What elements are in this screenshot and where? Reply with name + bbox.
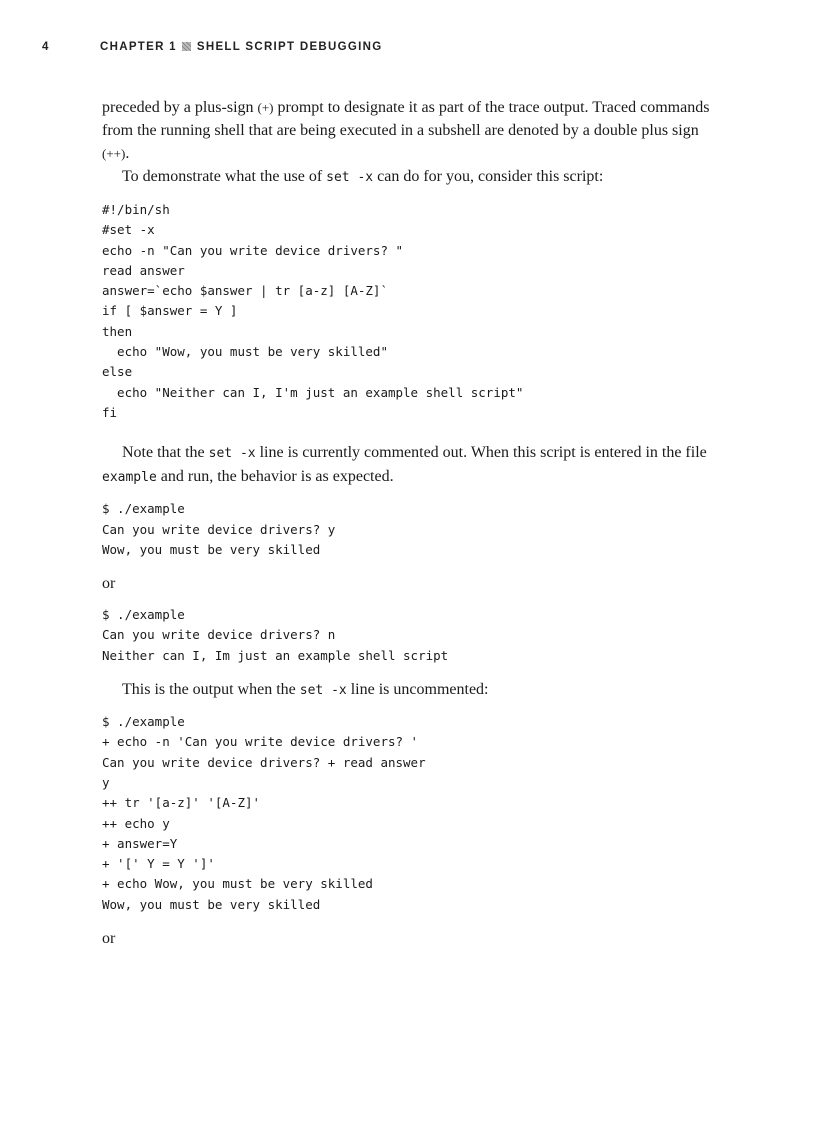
code-line: + '[' Y = Y ']' — [102, 856, 215, 872]
demo-text-1: To demonstrate what the use of — [122, 168, 327, 185]
code-line: echo "Wow, you must be very skilled" — [102, 344, 388, 360]
or-connector-2: or — [102, 930, 116, 948]
demo-paragraph — [102, 165, 722, 189]
code-line: read answer — [102, 262, 185, 278]
code-line: ++ tr '[a-z]' '[A-Z]' — [102, 795, 261, 811]
note-text-2: line is currently commented out. When this script is entered in the file — [255, 444, 707, 462]
code-line: Can you write device drivers? + read answer — [102, 754, 426, 770]
chapter-title: SHELL SCRIPT DEBUGGING — [196, 41, 383, 53]
code-line: Wow, you must be very skilled — [102, 896, 321, 912]
run-output-no — [102, 605, 722, 666]
note-text-1: Note that the — [122, 444, 209, 462]
intro-text-1: preceded by a plus-sign — [102, 99, 258, 116]
inline-code-example: example — [102, 470, 157, 486]
code-line: + echo -n 'Can you write device drivers? ' — [102, 734, 419, 750]
note-paragraph — [102, 441, 722, 489]
intro-text-2: prompt to designate it as part of the trace output. Traced commands from the running shell that are being executed in a subshell are denoted by a double plus sign — [102, 99, 710, 139]
uncommented-text-1: This is the output when the — [122, 681, 300, 699]
code-line: Neither can I, Im just an example shell script — [102, 647, 449, 663]
code-line: then — [102, 323, 133, 339]
code-line: else — [102, 364, 133, 380]
code-line: $ ./example — [102, 501, 185, 517]
code-line: #!/bin/sh — [102, 202, 170, 217]
uncommented-text-2: line is uncommented: — [346, 681, 489, 699]
inline-code-set-x: set -x — [208, 446, 256, 462]
hatched-square-icon — [182, 42, 191, 51]
code-line: + answer=Y — [102, 835, 178, 851]
code-line: if [ $answer = Y ] — [102, 303, 238, 319]
code-line: y — [102, 774, 110, 790]
page-number: 4 — [42, 41, 50, 53]
script-listing — [102, 200, 722, 423]
code-line: answer=`echo $answer | tr [a-z] [A-Z]` — [102, 283, 388, 299]
code-line: Can you write device drivers? n — [102, 627, 336, 643]
code-line: $ ./example — [102, 714, 185, 730]
run-output-yes — [102, 499, 722, 560]
code-line: + echo Wow, you must be very skilled — [102, 876, 373, 892]
code-line: Can you write device drivers? y — [102, 521, 336, 537]
uncommented-paragraph — [102, 678, 722, 702]
inline-code-set-x: set -x — [299, 683, 347, 699]
plus-sign-symbol: (+) — [257, 100, 274, 115]
code-line: Wow, you must be very skilled — [102, 541, 321, 557]
chapter-label — [100, 41, 382, 53]
code-line: #set -x — [102, 222, 155, 238]
code-line: echo -n "Can you write device drivers? " — [102, 242, 404, 258]
code-line: ++ echo y — [102, 815, 170, 831]
intro-paragraph — [102, 96, 722, 165]
intro-text-3: . — [125, 145, 130, 162]
code-line: echo "Neither can I, I'm just an example shell script" — [102, 384, 524, 400]
double-plus-symbol: (++) — [102, 146, 126, 161]
chapter-number: CHAPTER 1 — [100, 41, 177, 53]
or-connector-1: or — [102, 575, 116, 593]
demo-text-2: can do for you, consider this script: — [373, 168, 604, 185]
running-header — [42, 41, 742, 59]
code-line: fi — [102, 404, 118, 420]
code-line: $ ./example — [102, 607, 185, 623]
note-text-3: and run, the behavior is as expected. — [156, 468, 394, 486]
trace-output — [102, 712, 722, 915]
page-body — [102, 96, 722, 950]
inline-code-set-x: set -x — [326, 170, 374, 185]
